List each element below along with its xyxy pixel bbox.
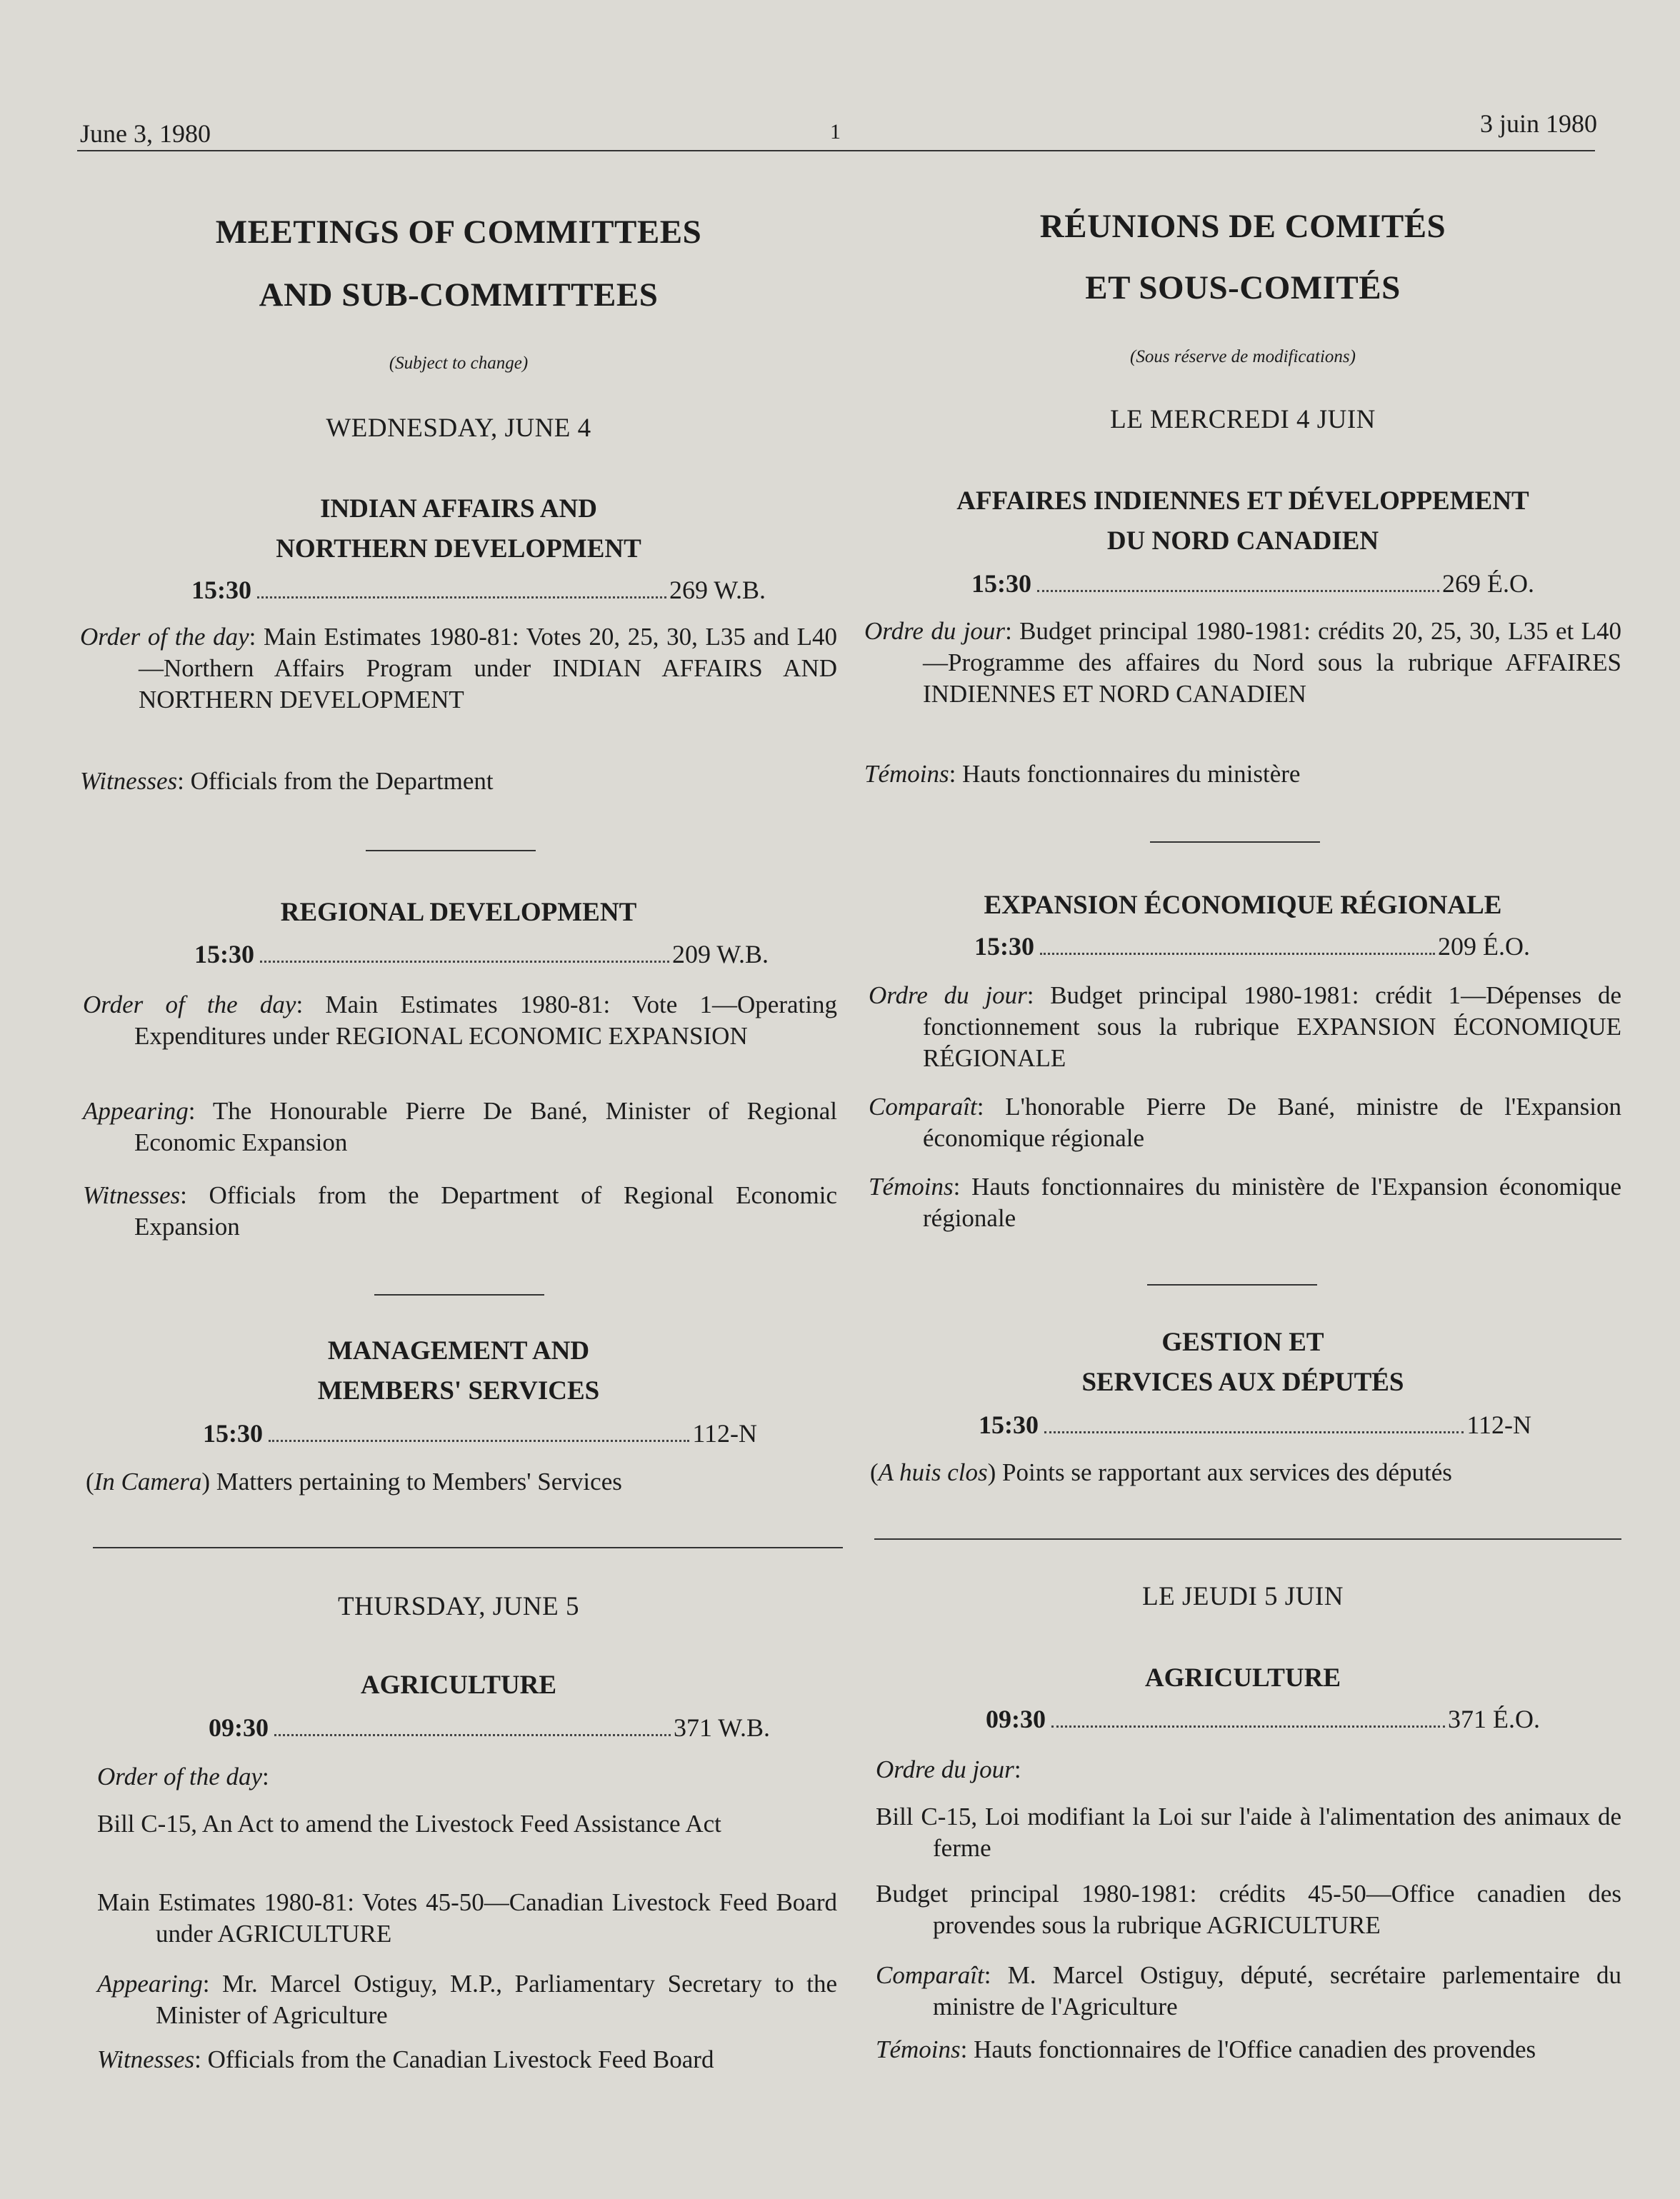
time-room-row — [209, 1713, 770, 1743]
order-colon: : — [1014, 1755, 1021, 1783]
meeting-room: 371 É.O. — [1448, 1705, 1540, 1733]
appearing-label: Appearing — [97, 1970, 203, 1998]
meeting-time: 09:30 — [986, 1705, 1046, 1733]
witness-text: : Hauts fonctionnaires du ministère de l'Expansion économique régionale — [923, 1173, 1621, 1232]
appearing-text: : Mr. Marcel Ostiguy, M.P., Parliamentary Secretary to the Minister of Agriculture — [156, 1970, 837, 2029]
order-text: : Budget principal 1980-1981: crédit 1—Dépenses de fonctionnement sous la rubrique EXPANSION ÉCONOMIQUE RÉGIONALE — [923, 981, 1621, 1072]
meeting-time: 15:30 — [191, 576, 251, 604]
order-label: Order of the day — [83, 991, 296, 1018]
time-room-row — [191, 575, 766, 605]
committee-name: EXPANSION ÉCONOMIQUE RÉGIONALE — [984, 891, 1502, 920]
appearing-label: Comparaît — [869, 1093, 977, 1121]
committee-name: AFFAIRES INDIENNES ET DÉVELOPPEMENT — [956, 486, 1529, 516]
witness-text: : Hauts fonctionnaires du ministère — [949, 760, 1301, 788]
meeting-room: 371 W.B. — [673, 1713, 770, 1742]
meeting-room: 209 W.B. — [671, 940, 769, 968]
section-rule — [366, 850, 536, 851]
title-line2: ET SOUS-COMITÉS — [1085, 269, 1401, 306]
committee-name: MANAGEMENT AND — [327, 1336, 590, 1366]
witness-text: : Officials from the Canadian Livestock Feed Board — [194, 2045, 714, 2073]
dot-leader — [1044, 1431, 1464, 1433]
order-label: Ordre du jour — [876, 1755, 1014, 1783]
time-room-row — [194, 939, 769, 969]
title-line1: MEETINGS OF COMMITTEES — [215, 214, 702, 251]
dot-leader — [274, 1734, 671, 1736]
order-text: : Main Estimates 1980-81: Votes 20, 25, 30, L35 and L40—Northern Affairs Program under INDIAN AFFAIRS AND NORTHERN DEVELOPMENT — [139, 623, 837, 713]
meeting-time: 15:30 — [203, 1419, 263, 1448]
committee-name: INDIAN AFFAIRS AND — [320, 494, 597, 524]
subtitle: (Sous réserve de modifications) — [1130, 347, 1356, 366]
order-label: Order of the day — [80, 623, 249, 651]
appearing — [864, 1960, 1621, 2023]
camera-label: A huis clos — [878, 1458, 988, 1486]
header-rule — [77, 150, 1595, 151]
appearing-label: Appearing — [83, 1097, 189, 1125]
order-label: Ordre du jour — [869, 981, 1027, 1009]
title-line2: AND SUB-COMMITTEES — [259, 276, 659, 314]
dot-leader — [269, 1440, 689, 1442]
witnesses — [80, 1180, 837, 1243]
witness-label: Witnesses — [80, 767, 178, 795]
bill-item: Bill C-15, Loi modifiant la Loi sur l'aide à l'alimentation des animaux de ferme — [876, 1803, 1621, 1862]
camera-text: Points se rapportant aux services des députés — [996, 1458, 1452, 1486]
time-room-row — [974, 931, 1530, 961]
meeting-time: 15:30 — [971, 569, 1031, 598]
order-of-day — [864, 616, 1621, 710]
witness-label: Witnesses — [97, 2045, 195, 2073]
day-heading: LE JEUDI 5 JUIN — [1142, 1582, 1344, 1611]
day-rule — [874, 1538, 1621, 1540]
witness-text: : Officials from the Department of Regional Economic Expansion — [134, 1181, 837, 1241]
witness-text: : Officials from the Department — [177, 767, 494, 795]
witnesses — [864, 758, 1621, 790]
day-heading: WEDNESDAY, JUNE 4 — [326, 414, 591, 443]
time-room-row — [979, 1410, 1531, 1440]
meeting-time: 15:30 — [974, 932, 1034, 961]
witness-label: Witnesses — [83, 1181, 181, 1209]
appearing — [80, 1968, 837, 2031]
day-rule — [93, 1547, 843, 1548]
appearing-text: : L'honorable Pierre De Bané, ministre de l'Expansion économique régionale — [923, 1093, 1621, 1152]
title-line1: RÉUNIONS DE COMITÉS — [1039, 208, 1446, 245]
meeting-time: 15:30 — [194, 940, 254, 968]
order-of-day — [864, 1754, 1621, 1785]
meeting-room: 209 É.O. — [1438, 932, 1530, 961]
dot-leader — [257, 596, 666, 598]
committee-name: AGRICULTURE — [1144, 1663, 1341, 1693]
dot-leader — [260, 961, 669, 963]
committee-name: SERVICES AUX DÉPUTÉS — [1081, 1368, 1404, 1397]
subtitle: (Subject to change) — [389, 354, 529, 373]
meeting-room: 269 W.B. — [669, 576, 766, 604]
order-label: Order of the day — [97, 1763, 263, 1790]
order-label: Ordre du jour — [864, 617, 1006, 645]
order-of-day — [864, 980, 1621, 1074]
time-room-row — [203, 1418, 757, 1448]
witness-text: : Hauts fonctionnaires de l'Office canadien des provendes — [960, 2035, 1536, 2063]
order-colon: : — [262, 1763, 269, 1790]
order-of-day — [80, 989, 837, 1052]
dot-leader — [1051, 1725, 1445, 1728]
witnesses — [80, 2044, 837, 2075]
witnesses — [864, 1171, 1621, 1234]
appearing-text: : The Honourable Pierre De Bané, Minister of Regional Economic Expansion — [134, 1097, 837, 1156]
time-room-row — [971, 568, 1534, 598]
order-text: : Main Estimates 1980-81: Vote 1—Operating Expenditures under REGIONAL ECONOMIC EXPANSION — [134, 991, 837, 1050]
page-number: 1 — [830, 120, 841, 144]
appearing — [864, 1091, 1621, 1154]
header-date-fr: 3 juin 1980 — [1479, 109, 1597, 138]
committee-name: GESTION ET — [1161, 1328, 1324, 1357]
witness-label: Témoins — [869, 1173, 954, 1201]
meeting-time: 15:30 — [979, 1411, 1039, 1439]
committee-name: MEMBERS' SERVICES — [317, 1376, 600, 1406]
order-of-day — [80, 1761, 837, 1793]
header-date-en: June 3, 1980 — [80, 119, 211, 148]
dot-leader — [1037, 590, 1439, 592]
time-room-row — [986, 1704, 1540, 1734]
witness-label: Témoins — [864, 760, 949, 788]
appearing-label: Comparaît — [876, 1961, 984, 1989]
section-rule — [1147, 1284, 1317, 1286]
camera-label: In Camera — [94, 1468, 202, 1496]
order-text: : Budget principal 1980-1981: crédits 20, 25, 30, L35 et L40—Programme des affaires du Nord sous la rubrique AFFAIRES INDIENNES ET NORD CANADIEN — [923, 617, 1621, 708]
witnesses — [80, 766, 837, 797]
estimates-item: Main Estimates 1980-81: Votes 45-50—Canadian Livestock Feed Board under AGRICULTURE — [97, 1888, 837, 1948]
section-rule — [374, 1294, 544, 1296]
committee-name: DU NORD CANADIEN — [1106, 526, 1379, 556]
committee-name: REGIONAL DEVELOPMENT — [280, 898, 637, 927]
dot-leader — [1040, 953, 1435, 955]
committee-name: NORTHERN DEVELOPMENT — [276, 534, 641, 563]
witnesses — [864, 2034, 1621, 2065]
day-heading: LE MERCREDI 4 JUIN — [1110, 405, 1376, 434]
bill-item: Bill C-15, An Act to amend the Livestock Feed Assistance Act — [97, 1810, 721, 1838]
meeting-room: 269 É.O. — [1442, 569, 1534, 598]
meeting-time: 09:30 — [209, 1713, 269, 1742]
camera-text: Matters pertaining to Members' Services — [210, 1468, 622, 1496]
meeting-room: 112-N — [1466, 1411, 1531, 1439]
order-of-day — [80, 621, 837, 716]
section-rule — [1150, 841, 1320, 843]
appearing — [80, 1096, 837, 1158]
committee-name: AGRICULTURE — [360, 1670, 557, 1700]
in-camera-note: (A huis clos) Points se rapportant aux services des députés — [870, 1458, 1452, 1486]
in-camera-note: (In Camera) Matters pertaining to Members' Services — [86, 1468, 622, 1496]
appearing-text: : M. Marcel Ostiguy, député, secrétaire parlementaire du ministre de l'Agriculture — [933, 1961, 1621, 2020]
meeting-room: 112-N — [692, 1419, 757, 1448]
estimates-item: Budget principal 1980-1981: crédits 45-50—Office canadien des provendes sous la rubrique AGRICULTURE — [876, 1880, 1621, 1939]
witness-label: Témoins — [876, 2035, 961, 2063]
day-heading: THURSDAY, JUNE 5 — [338, 1592, 579, 1621]
